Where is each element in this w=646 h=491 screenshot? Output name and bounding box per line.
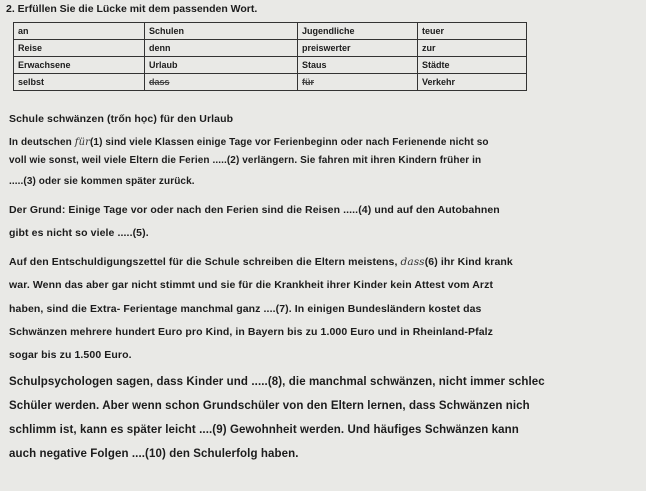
word-bank-cell: denn [145,40,298,57]
word-bank-cell: zur [418,40,527,57]
word-bank-cell: für [298,74,418,91]
passage-line-12: Schüler werden. Aber wenn schon Grundschüler von den Eltern lernen, dass Schwänzen nich [9,400,530,412]
word-bank-cell: preiswerter [298,40,418,57]
word-bank-row [14,23,527,40]
word-bank-cell: Erwachsene [14,57,145,74]
word-bank-cell: Städte [418,57,527,74]
passage-line-3: .....(3) oder sie kommen später zurück. [9,176,195,187]
passage-line-14: auch negative Folgen ....(10) den Schulerfolg haben. [9,448,299,460]
passage-line-1 [9,137,489,148]
word-bank-cell: Jugendliche [298,23,418,40]
word-bank-cell: Schulen [145,23,298,40]
passage-line-8: haben, sind die Extra- Ferientage manchmal ganz ....(7). In einigen Bundesländern kostet das [9,303,482,315]
passage-line-6 [9,256,513,268]
line-6-end: (6) ihr Kind krank [424,256,513,268]
exercise-title: 2. Erfüllen Sie die Lücke mit dem passenden Wort. [6,3,258,15]
word-bank-row [14,74,527,91]
passage-line-10: sogar bis zu 1.500 Euro. [9,349,132,361]
passage-title: Schule schwänzen (trốn học) für den Urlaub [9,113,234,125]
line-1-start: In deutschen [9,137,75,148]
word-bank-cell: dass [145,74,298,91]
word-bank-cell: an [14,23,145,40]
passage-line-4: Der Grund: Einige Tage vor oder nach den Ferien sind die Reisen .....(4) und auf den Autobahnen [9,204,500,216]
handwritten-answer-6: dass [400,256,425,268]
passage-line-7: war. Wenn das aber gar nicht stimmt und sie für die Krankheit ihrer Kinder kein Attest vom Arzt [9,279,494,291]
word-bank-cell: Verkehr [418,74,527,91]
word-bank-cell: selbst [14,74,145,91]
line-6-start: Auf den Entschuldigungszettel für die Schule schreiben die Eltern meistens, [9,256,401,268]
word-bank-table [13,22,527,91]
handwritten-answer-1: für [74,137,90,148]
passage-line-9: Schwänzen mehrere hundert Euro pro Kind, in Bayern bis zu 1.000 Euro und in Rheinland-Pfalz [9,326,494,338]
word-bank-cell: Reise [14,40,145,57]
word-bank-cell: teuer [418,23,527,40]
passage-line-5: gibt es nicht so viele .....(5). [9,227,149,239]
passage-line-11: Schulpsychologen sagen, dass Kinder und .....(8), die manchmal schwänzen, nicht immer schlec [9,376,545,388]
word-bank-row [14,57,527,74]
word-bank-row [14,40,527,57]
line-1-end: (1) sind viele Klassen einige Tage vor Ferienbeginn oder nach Ferienende nicht so [90,137,489,148]
word-bank-cell: Staus [298,57,418,74]
passage-line-13: schlimm ist, kann es später leicht ....(9) Gewohnheit werden. Und häufiges Schwänzen kann [9,424,519,436]
passage-line-2: voll wie sonst, weil viele Eltern die Ferien .....(2) verlängern. Sie fahren mit ihren Kindern früher in [9,155,482,166]
word-bank-cell: Urlaub [145,57,298,74]
